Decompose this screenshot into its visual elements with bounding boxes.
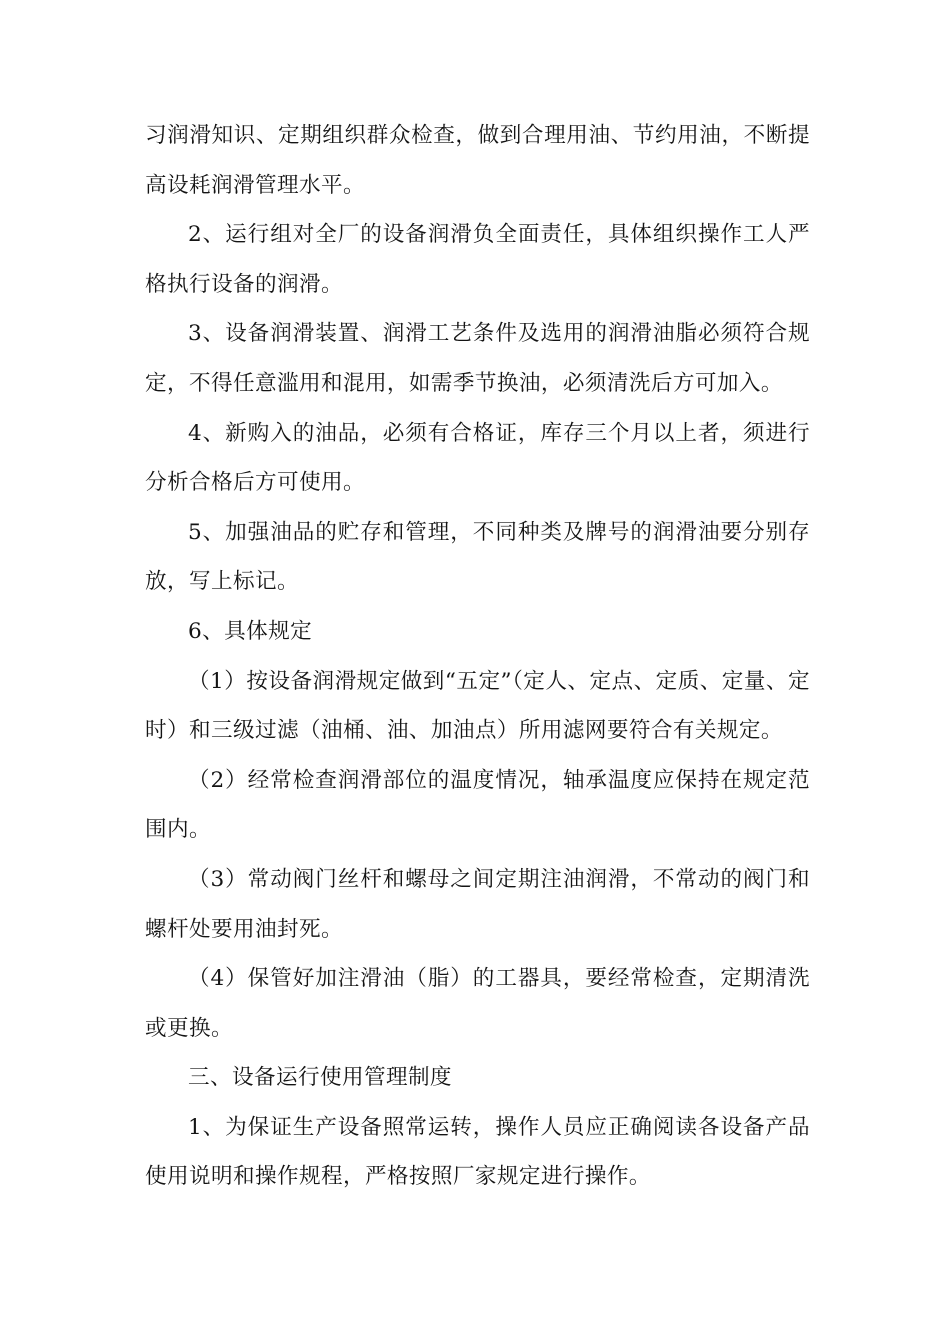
paragraph-item-5: 5、加强油品的贮存和管理，不同种类及牌号的润滑油要分别存放，写上标记。 (145, 519, 810, 595)
paragraph-subitem-4: （4）保管好加注滑油（脂）的工器具，要经常检查，定期清洗或更换。 (145, 966, 810, 1041)
paragraph-subitem-2: （2）经常检查润滑部位的温度情况，轴承温度应保持在规定范围内。 (145, 767, 810, 843)
paragraph-subitem-3: （3）常动阀门丝杆和螺母之间定期注油润滑，不常动的阀门和螺杆处要用油封死。 (145, 866, 810, 942)
paragraph-item-2: 2、运行组对全厂的设备润滑负全面责任，具体组织操作工人严格执行设备的润滑。 (145, 222, 810, 297)
paragraph-section3-item-1: 1、为保证生产设备照常运转，操作人员应正确阅读各设备产品使用说明和操作规程，严格按照厂家规定进行操作。 (145, 1114, 810, 1190)
paragraph-item-6-heading: 6、具体规定 (188, 618, 313, 644)
paragraph-item-4: 4、新购入的油品，必须有合格证，库存三个月以上者，须进行分析合格后方可使用。 (145, 420, 810, 496)
document-body (145, 111, 810, 1202)
paragraph-subitem-1: （1）按设备润滑规定做到“五定”（定人、定点、定质、定量、定时）和三级过滤（油桶、油、加油点）所用滤网要符合有关规定。 (145, 668, 810, 744)
paragraph-continuation: 习润滑知识、定期组织群众检查，做到合理用油、节约用油，不断提高设耗润滑管理水平。 (145, 123, 810, 198)
paragraph-item-3: 3、设备润滑装置、润滑工艺条件及选用的润滑油脂必须符合规定，不得任意滥用和混用，如需季节换油，必须清洗后方可加入。 (145, 321, 810, 396)
section-heading-three: 三、设备运行使用管理制度 (188, 1065, 452, 1091)
